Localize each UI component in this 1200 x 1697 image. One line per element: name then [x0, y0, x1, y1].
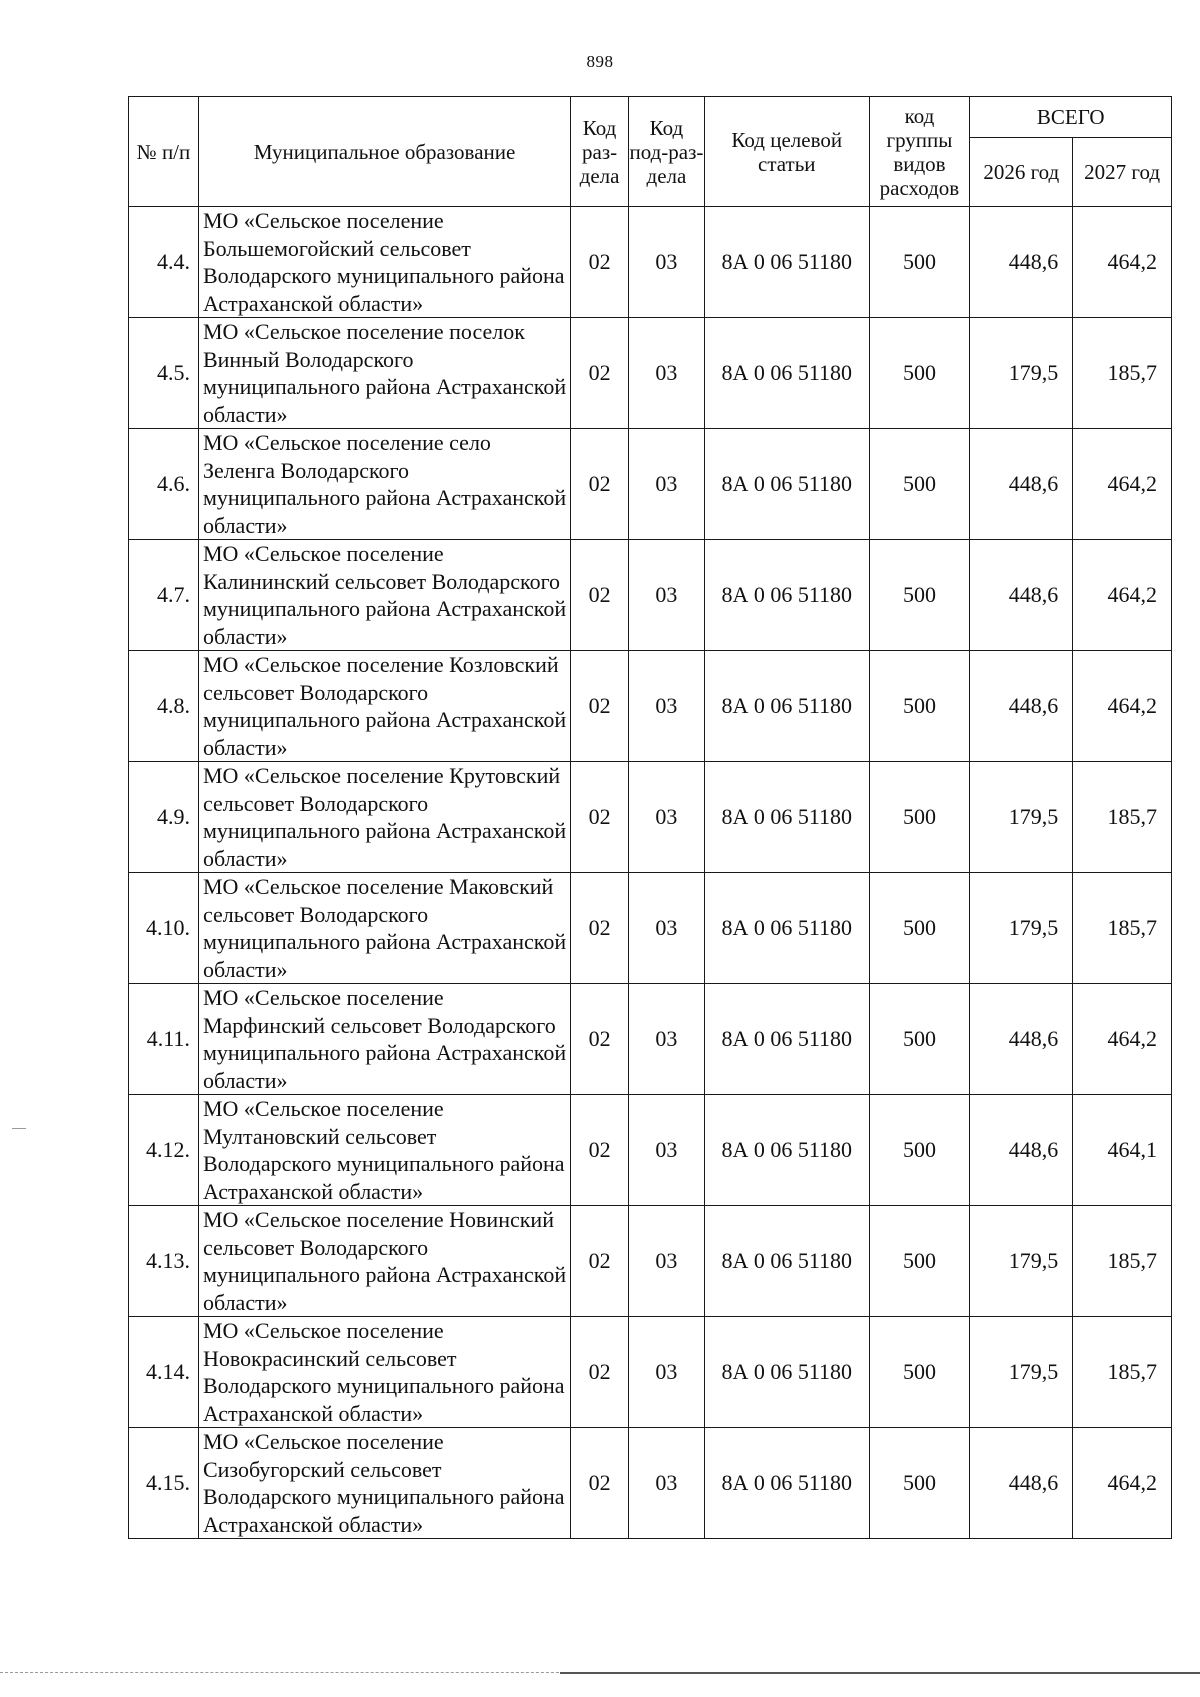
municipality-name: МО «Сельское поселение Большемогойский сельсовет Володарского муниципального района Астраханской области»	[198, 207, 570, 318]
expense-group-code: 500	[869, 318, 970, 429]
subsection-code: 03	[628, 540, 704, 651]
amount-2026: 179,5	[970, 873, 1073, 984]
header-num: № п/п	[129, 97, 199, 207]
target-code: 8А 0 06 51180	[704, 1206, 869, 1317]
target-code: 8А 0 06 51180	[704, 207, 869, 318]
amount-2027: 464,2	[1073, 207, 1172, 318]
subsection-code: 03	[628, 1206, 704, 1317]
expense-group-code: 500	[869, 762, 970, 873]
row-number: 4.11.	[129, 984, 199, 1095]
budget-table	[128, 96, 1172, 1539]
expense-group-code: 500	[869, 1428, 970, 1539]
row-number: 4.12.	[129, 1095, 199, 1206]
target-code: 8А 0 06 51180	[704, 429, 869, 540]
municipality-name: МО «Сельское поселение Маковский сельсовет Володарского муниципального района Астраханской области»	[198, 873, 570, 984]
amount-2026: 448,6	[970, 207, 1073, 318]
section-code: 02	[571, 1206, 629, 1317]
subsection-code: 03	[628, 984, 704, 1095]
section-code: 02	[571, 207, 629, 318]
amount-2026: 448,6	[970, 984, 1073, 1095]
municipality-name: МО «Сельское поселение Новокрасинский сельсовет Володарского муниципального района Астраханской области»	[198, 1317, 570, 1428]
header-total: ВСЕГО	[970, 97, 1172, 138]
amount-2027: 464,1	[1073, 1095, 1172, 1206]
amount-2026: 448,6	[970, 1428, 1073, 1539]
amount-2027: 185,7	[1073, 1317, 1172, 1428]
subsection-code: 03	[628, 873, 704, 984]
amount-2026: 448,6	[970, 1095, 1073, 1206]
target-code: 8А 0 06 51180	[704, 1428, 869, 1539]
amount-2027: 464,2	[1073, 429, 1172, 540]
margin-mark	[12, 1128, 26, 1129]
municipality-name: МО «Сельское поселение Калининский сельсовет Володарского муниципального района Астраханской области»	[198, 540, 570, 651]
row-number: 4.13.	[129, 1206, 199, 1317]
section-code: 02	[571, 1317, 629, 1428]
municipality-name: МО «Сельское поселение поселок Винный Володарского муниципального района Астраханской области»	[198, 318, 570, 429]
amount-2027: 464,2	[1073, 1428, 1172, 1539]
amount-2027: 185,7	[1073, 873, 1172, 984]
row-number: 4.9.	[129, 762, 199, 873]
target-code: 8А 0 06 51180	[704, 762, 869, 873]
target-code: 8А 0 06 51180	[704, 540, 869, 651]
page-number: 898	[586, 52, 614, 71]
row-number: 4.5.	[129, 318, 199, 429]
target-code: 8А 0 06 51180	[704, 1317, 869, 1428]
table-row	[129, 1428, 1172, 1539]
target-code: 8А 0 06 51180	[704, 1095, 869, 1206]
section-code: 02	[571, 1095, 629, 1206]
expense-group-code: 500	[869, 651, 970, 762]
header-target-code: Код целевой статьи	[704, 97, 869, 207]
municipality-name: МО «Сельское поселение Марфинский сельсовет Володарского муниципального района Астраханской области»	[198, 984, 570, 1095]
table-row	[129, 1206, 1172, 1317]
section-code: 02	[571, 429, 629, 540]
header-year-2027: 2027 год	[1073, 138, 1172, 207]
table-row	[129, 1317, 1172, 1428]
section-code: 02	[571, 540, 629, 651]
amount-2027: 464,2	[1073, 984, 1172, 1095]
amount-2027: 185,7	[1073, 318, 1172, 429]
amount-2027: 464,2	[1073, 651, 1172, 762]
section-code: 02	[571, 1428, 629, 1539]
amount-2026: 179,5	[970, 318, 1073, 429]
row-number: 4.7.	[129, 540, 199, 651]
section-code: 02	[571, 762, 629, 873]
section-code: 02	[571, 318, 629, 429]
subsection-code: 03	[628, 429, 704, 540]
table-row	[129, 318, 1172, 429]
subsection-code: 03	[628, 651, 704, 762]
section-code: 02	[571, 984, 629, 1095]
row-number: 4.8.	[129, 651, 199, 762]
target-code: 8А 0 06 51180	[704, 318, 869, 429]
expense-group-code: 500	[869, 429, 970, 540]
expense-group-code: 500	[869, 984, 970, 1095]
municipality-name: МО «Сельское поселение Козловский сельсовет Володарского муниципального района Астраханской области»	[198, 651, 570, 762]
amount-2027: 464,2	[1073, 540, 1172, 651]
table-row	[129, 429, 1172, 540]
subsection-code: 03	[628, 318, 704, 429]
bottom-rule-solid	[560, 1672, 1200, 1674]
expense-group-code: 500	[869, 1095, 970, 1206]
section-code: 02	[571, 651, 629, 762]
municipality-name: МО «Сельское поселение Сизобугорский сельсовет Володарского муниципального района Астраханской области»	[198, 1428, 570, 1539]
municipality-name: МО «Сельское поселение Мултановский сельсовет Володарского муниципального района Астраханской области»	[198, 1095, 570, 1206]
expense-group-code: 500	[869, 540, 970, 651]
table-row	[129, 873, 1172, 984]
municipality-name: МО «Сельское поселение Крутовский сельсовет Володарского муниципального района Астраханской области»	[198, 762, 570, 873]
row-number: 4.14.	[129, 1317, 199, 1428]
municipality-name: МО «Сельское поселение Новинский сельсовет Володарского муниципального района Астраханской области»	[198, 1206, 570, 1317]
table-row	[129, 207, 1172, 318]
amount-2026: 448,6	[970, 651, 1073, 762]
expense-group-code: 500	[869, 1317, 970, 1428]
subsection-code: 03	[628, 1317, 704, 1428]
header-year-2026: 2026 год	[970, 138, 1073, 207]
table-row	[129, 762, 1172, 873]
table-row	[129, 651, 1172, 762]
municipality-name: МО «Сельское поселение село Зеленга Володарского муниципального района Астраханской области»	[198, 429, 570, 540]
amount-2026: 179,5	[970, 1317, 1073, 1428]
target-code: 8А 0 06 51180	[704, 984, 869, 1095]
header-municipality: Муниципальное образование	[198, 97, 570, 207]
table-row	[129, 1095, 1172, 1206]
row-number: 4.10.	[129, 873, 199, 984]
expense-group-code: 500	[869, 207, 970, 318]
header-expense-group-code: код группы видов расходов	[869, 97, 970, 207]
amount-2026: 179,5	[970, 1206, 1073, 1317]
amount-2027: 185,7	[1073, 762, 1172, 873]
header-section-code: Код раз-дела	[571, 97, 629, 207]
subsection-code: 03	[628, 1428, 704, 1539]
subsection-code: 03	[628, 1095, 704, 1206]
row-number: 4.4.	[129, 207, 199, 318]
expense-group-code: 500	[869, 1206, 970, 1317]
table-row	[129, 984, 1172, 1095]
amount-2026: 179,5	[970, 762, 1073, 873]
table-row	[129, 540, 1172, 651]
table-body	[129, 207, 1172, 1539]
section-code: 02	[571, 873, 629, 984]
amount-2027: 185,7	[1073, 1206, 1172, 1317]
header-subsection-code: Код под-раз-дела	[628, 97, 704, 207]
subsection-code: 03	[628, 762, 704, 873]
expense-group-code: 500	[869, 873, 970, 984]
subsection-code: 03	[628, 207, 704, 318]
target-code: 8А 0 06 51180	[704, 873, 869, 984]
amount-2026: 448,6	[970, 540, 1073, 651]
row-number: 4.6.	[129, 429, 199, 540]
row-number: 4.15.	[129, 1428, 199, 1539]
amount-2026: 448,6	[970, 429, 1073, 540]
target-code: 8А 0 06 51180	[704, 651, 869, 762]
table-header	[129, 97, 1172, 207]
